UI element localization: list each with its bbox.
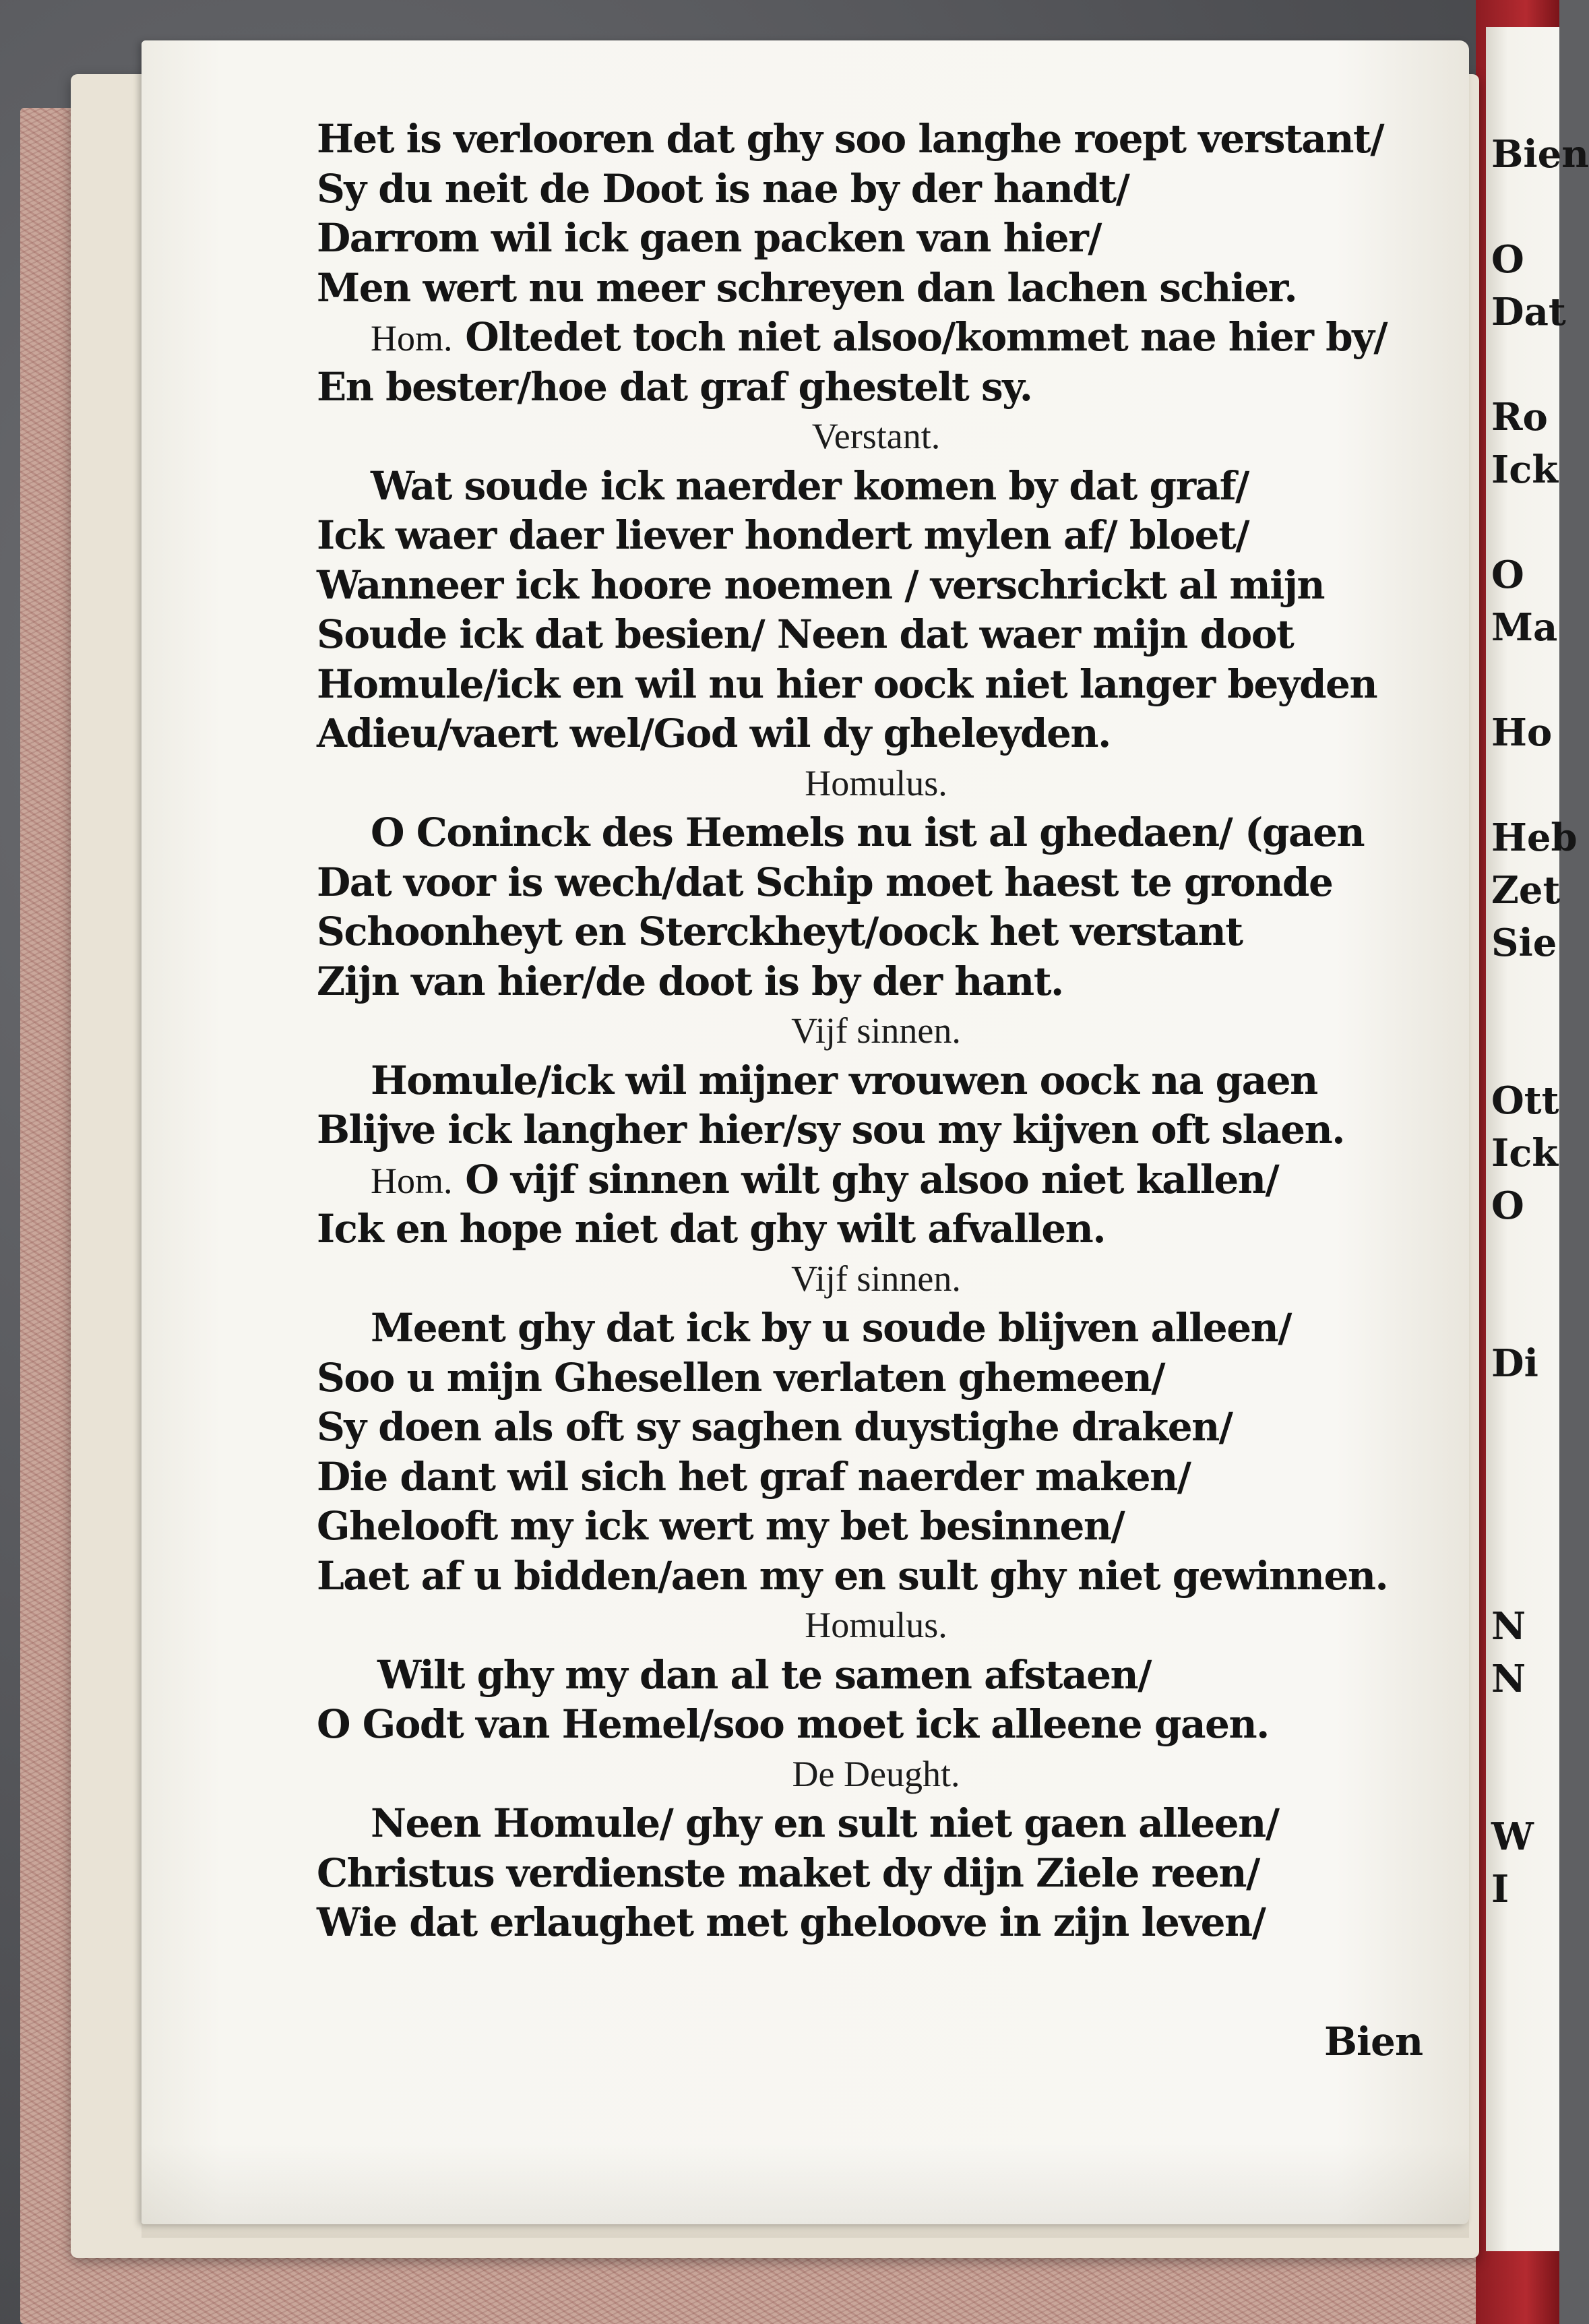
verse-line: Ick waer daer liever hondert mylen af/ bloet/ [317, 512, 1249, 558]
verse-text: Oltedet toch niet alsoo/kommet nae hier by/ [465, 314, 1388, 360]
facing-fragment: N [1491, 1604, 1526, 1649]
verse-line: Dat voor is wech/dat Schip moet haest te gronde [317, 859, 1333, 905]
facing-fragment [1491, 1390, 1565, 1442]
facing-fragment: Bien [1491, 132, 1589, 177]
verse-line: Ick en hope niet dat ghy wilt afvallen. [317, 1206, 1106, 1252]
verse-line: Meent ghy dat ick by u soude blijven alleen/ [371, 1305, 1291, 1351]
facing-fragment: Ma [1491, 605, 1558, 650]
verse-line: Neen Homule/ ghy en sult niet gaen alleen/ [371, 1800, 1279, 1846]
speaker-heading: Homulus. [805, 1605, 947, 1645]
facing-page-text [1491, 128, 1589, 2126]
verse-line: O Coninck des Hemels nu ist al ghedaen/ (gaen [371, 809, 1365, 855]
facing-fragment: Dat [1491, 290, 1566, 334]
facing-fragment [1491, 1548, 1565, 1600]
verse-line: Wie dat erlaughet met gheloove in zijn leven/ [317, 1899, 1266, 1945]
facing-fragment: Ott [1491, 1078, 1559, 1123]
facing-fragment: Di [1491, 1341, 1538, 1386]
verse-line: Schoonheyt en Sterckheyt/oock het verstant [317, 909, 1243, 954]
verse-line: Homule/ick wil mijner vrouwen oock na gaen [371, 1057, 1317, 1103]
speaker-heading: Vijf sinnen. [791, 1010, 961, 1051]
speaker-heading: Homulus. [805, 762, 947, 803]
verse-text: O vijf sinnen wilt ghy alsoo niet kallen/ [465, 1156, 1279, 1202]
verse-line: Christus verdienste maket dy dijn Ziele reen/ [317, 1849, 1259, 1896]
facing-fragment [1491, 2073, 1565, 2126]
verse-line: Adieu/vaert wel/God wil dy gheleyden. [317, 710, 1111, 756]
verse-line: O Godt van Hemel/soo moet ick alleene gaen. [317, 1701, 1269, 1747]
facing-fragment [1491, 1758, 1565, 1810]
verse-line [317, 313, 1435, 363]
facing-fragment [1491, 496, 1565, 549]
facing-fragment [1491, 1968, 1565, 2021]
verse-line: Wat soude ick naerder komen by dat graf/ [371, 462, 1249, 509]
speaker-heading: Verstant. [811, 416, 941, 456]
facing-fragment: O [1491, 553, 1524, 597]
verse-line: Blijve ick langher hier/sy sou my kijven oft slaen. [317, 1107, 1344, 1153]
verse-line: Wanneer ick hoore noemen / verschrickt al mijn [317, 561, 1324, 608]
verse-line: Ghelooft my ick wert my bet besinnen/ [317, 1503, 1125, 1549]
facing-page [1486, 27, 1589, 2251]
facing-fragment: N [1491, 1657, 1526, 1701]
facing-fragment: Ro [1491, 395, 1548, 439]
page-shadow [142, 2143, 1469, 2238]
page-text [317, 115, 1435, 1948]
facing-fragment [1491, 338, 1565, 391]
facing-fragment [1491, 1705, 1565, 1758]
facing-fragment [1491, 1442, 1565, 1495]
verse-line: Die dant wil sich het graf naerder maken/ [317, 1453, 1191, 1500]
verse-line: Het is verlooren dat ghy soo langhe roept verstant/ [317, 116, 1384, 162]
speaker-abbrev: Hom. [371, 318, 453, 359]
speaker-abbrev: Hom. [371, 1160, 453, 1201]
facing-fragment [1491, 1232, 1565, 1285]
facing-fragment [1491, 759, 1565, 812]
facing-fragment: Ick [1491, 448, 1559, 492]
verse-line: Zijn van hier/de doot is by der hant. [317, 958, 1063, 1004]
facing-fragment [1491, 1916, 1565, 1968]
facing-fragment [1491, 654, 1565, 706]
speaker-heading: De Deught. [792, 1753, 960, 1794]
spacer [453, 314, 466, 360]
verse-line: En bester/hoe dat graf ghestelt sy. [317, 363, 1032, 410]
verse-line: Darrom wil ick gaen packen van hier/ [317, 215, 1101, 261]
verse-line: Laet af u bidden/aen my en sult ghy niet gewinnen. [317, 1552, 1388, 1599]
facing-fragment: O [1491, 237, 1524, 282]
facing-fragment [1491, 181, 1565, 233]
verse-line: Soude ick dat besien/ Neen dat waer mijn doot [317, 611, 1294, 657]
facing-fragment [1491, 1022, 1565, 1074]
verse-line: Soo u mijn Ghesellen verlaten ghemeen/ [317, 1354, 1165, 1401]
facing-fragment: O [1491, 1184, 1524, 1228]
verse-line: Sy doen als oft sy saghen duystighe draken/ [317, 1404, 1233, 1450]
facing-fragment: Zet [1491, 868, 1561, 913]
verse-line: Men wert nu meer schreyen dan lachen schier. [317, 264, 1297, 311]
facing-fragment: Ick [1491, 1131, 1559, 1175]
verse-line: Sy du neit de Doot is nae by der handt/ [317, 165, 1129, 212]
facing-fragment: Sie [1491, 921, 1557, 965]
catchword: Bien [1324, 2019, 1423, 2065]
facing-fragment: Ho [1491, 710, 1553, 755]
verse-line: Wilt ghy my dan al te samen afstaen/ [377, 1651, 1151, 1698]
facing-fragment [1491, 969, 1565, 1022]
facing-fragment [1491, 2021, 1565, 2073]
verse-line [317, 1155, 1435, 1205]
facing-fragment [1491, 1495, 1565, 1548]
facing-fragment: W [1491, 1814, 1534, 1859]
facing-fragment [1491, 1285, 1565, 1337]
speaker-heading: Vijf sinnen. [791, 1258, 961, 1299]
facing-fragment: Heb [1491, 816, 1578, 860]
spacer [453, 1157, 466, 1202]
facing-fragment: I [1491, 1867, 1509, 1912]
verse-line: Homule/ick en wil nu hier oock niet langer beyden [317, 661, 1377, 707]
